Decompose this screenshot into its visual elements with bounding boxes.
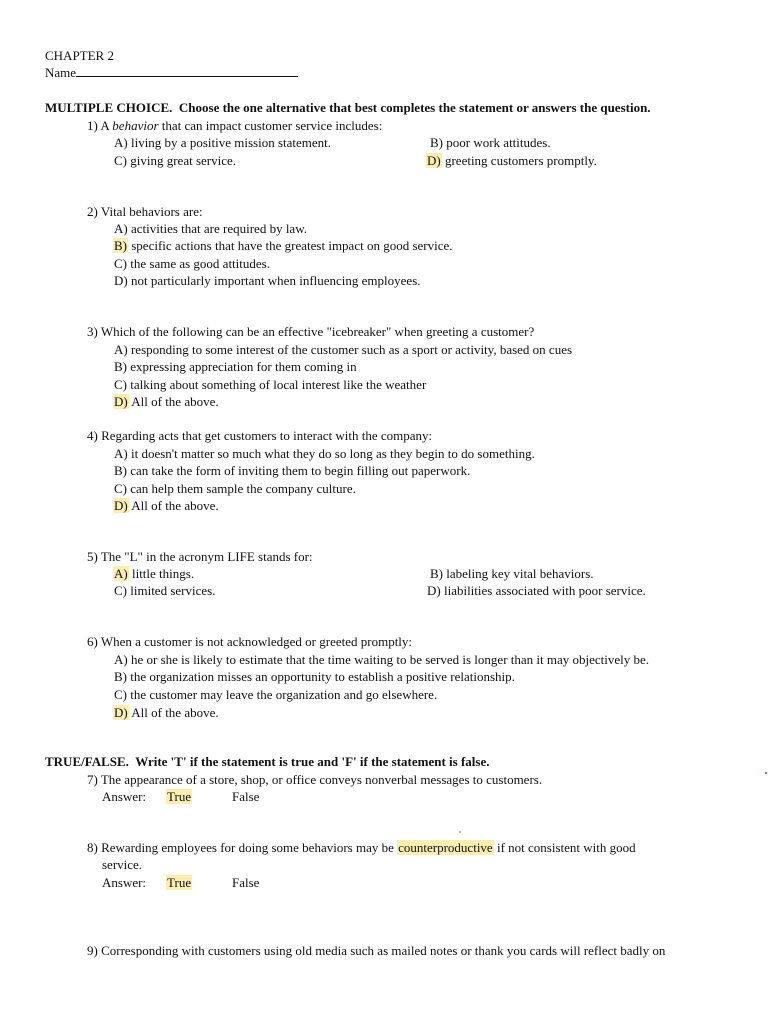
q8-answer-label: Answer: [102,875,147,890]
q6-option-d [113,705,219,721]
q6-option-c [114,687,437,703]
question-6-stem: 6) When a customer is not acknowledged or greeted promptly: [87,634,413,649]
question-3-stem: 3) Which of the following can be an effective "icebreaker" when greeting a customer? [87,324,535,339]
q5-option-c [114,583,215,599]
option-text: not particularly important when influencing employees. [127,273,421,288]
option-text: All of the above. [128,498,219,513]
option-text: expressing appreciation for them coming in [127,359,357,374]
mc-heading-label: MULTIPLE CHOICE. [45,100,173,115]
option-text: poor work attitudes. [443,135,551,150]
option-letter: A) [114,342,128,357]
q5-option-b [430,566,594,582]
option-letter: C) [114,481,127,496]
option-letter: D) [427,583,441,598]
option-text: the organization misses an opportunity to establish a positive relationship. [127,669,515,684]
option-letter-highlighted: D) [427,153,441,168]
highlighted-word: counterproductive [398,840,493,855]
name-label: Name [45,65,77,80]
q7-answer-label: Answer: [102,789,147,804]
q4-option-b [114,463,470,479]
option-text: can help them sample the company culture. [127,481,356,496]
name-underline [76,65,298,77]
option-letter-highlighted: D) [114,498,128,513]
option-text: greeting customers promptly. [441,153,597,168]
option-letter: B) [430,566,443,581]
chapter-title: CHAPTER 2 [45,48,114,63]
option-text: he or she is likely to estimate that the time waiting to be served is longer than it may objectively be. [127,652,650,667]
q5-option-d [427,583,646,599]
option-letter: B) [114,669,127,684]
question-7-stem: 7) The appearance of a store, shop, or office conveys nonverbal messages to customers. [87,772,543,787]
q4-option-d [113,498,219,514]
q1-option-d [426,153,597,169]
option-letter-highlighted: B) [114,238,127,253]
edge-mark [765,772,767,774]
option-text: it doesn't matter so much what they do so long as they begin to do something. [127,446,535,461]
q7-answer-true [166,789,192,805]
question-8-stem-line2: service. [102,857,143,872]
option-letter: B) [114,359,127,374]
mc-section-heading [45,100,651,116]
option-letter: C) [114,687,127,702]
option-text: giving great service. [127,153,237,168]
q5-option-a [113,566,194,582]
option-text: liabilities associated with poor service. [440,583,646,598]
question-4-stem: 4) Regarding acts that get customers to interact with the company: [87,428,433,443]
question-stem-text: that can impact customer service includes: [158,118,383,133]
q1-option-c [114,153,236,169]
tf-instruction: Write 'T' if the statement is true and 'F' if the statement is false. [135,754,490,769]
q7-answer-false: False [232,789,260,804]
option-letter: C) [114,153,127,168]
option-text: little things. [128,566,195,581]
question-5-stem: 5) The "L" in the acronym LIFE stands for: [87,549,313,564]
option-text: limited services. [127,583,216,598]
q3-option-b [114,359,357,375]
option-letter: A) [114,135,128,150]
option-letter: A) [114,446,128,461]
answer-true-highlighted: True [167,875,192,890]
q3-option-d [113,394,219,410]
q1-option-a [114,135,331,151]
option-text: responding to some interest of the customer such as a sport or activity, based on cues [127,342,573,357]
q2-option-c [114,256,270,272]
option-text: labeling key vital behaviors. [443,566,594,581]
tf-section-heading [45,754,490,770]
q3-option-a [114,342,572,358]
q8-answer-false: False [232,875,260,890]
option-text: activities that are required by law. [127,221,307,236]
question-8-stem-line1 [87,840,636,856]
option-letter: C) [114,256,127,271]
option-letter-highlighted: A) [114,566,128,581]
question-2-stem: 2) Vital behaviors are: [87,204,203,219]
option-letter-highlighted: D) [114,705,128,720]
q2-option-a [114,221,307,237]
option-text: specific actions that have the greatest impact on good service. [128,238,453,253]
q6-option-a [114,652,649,668]
option-letter: A) [114,652,128,667]
q3-option-c [114,377,426,393]
q6-option-b [114,669,515,685]
option-text: living by a positive mission statement. [127,135,332,150]
question-stem-text: 8) Rewarding employees for doing some behaviors may be [87,840,398,855]
option-letter: A) [114,221,128,236]
q1-option-b [430,135,551,151]
option-text: the same as good attitudes. [127,256,270,271]
question-9-stem: 9) Corresponding with customers using old media such as mailed notes or thank you cards will reflect badly on [87,943,666,958]
option-letter: D) [114,273,128,288]
question-1-stem [87,118,382,134]
question-stem-text: 1) A [87,118,113,133]
question-stem-emphasis: behavior [112,118,159,133]
option-letter-highlighted: D) [114,394,128,409]
q2-option-d [114,273,421,289]
option-letter: C) [114,377,127,392]
option-letter: C) [114,583,127,598]
option-text: All of the above. [128,394,219,409]
option-letter: B) [114,463,127,478]
mc-instruction: Choose the one alternative that best completes the statement or answers the question. [178,100,651,115]
option-letter: B) [430,135,443,150]
tf-heading-label: TRUE/FALSE. [45,754,129,769]
q4-option-a [114,446,535,462]
q2-option-b [113,238,453,254]
name-line [45,65,298,81]
option-text: the customer may leave the organization and go elsewhere. [127,687,438,702]
stray-mark [459,831,461,833]
option-text: All of the above. [128,705,219,720]
answer-true-highlighted: True [167,789,192,804]
option-text: talking about something of local interest like the weather [127,377,427,392]
question-stem-text: if not consistent with good [493,840,636,855]
q8-answer-true [166,875,192,891]
q4-option-c [114,481,356,497]
option-text: can take the form of inviting them to begin filling out paperwork. [127,463,471,478]
